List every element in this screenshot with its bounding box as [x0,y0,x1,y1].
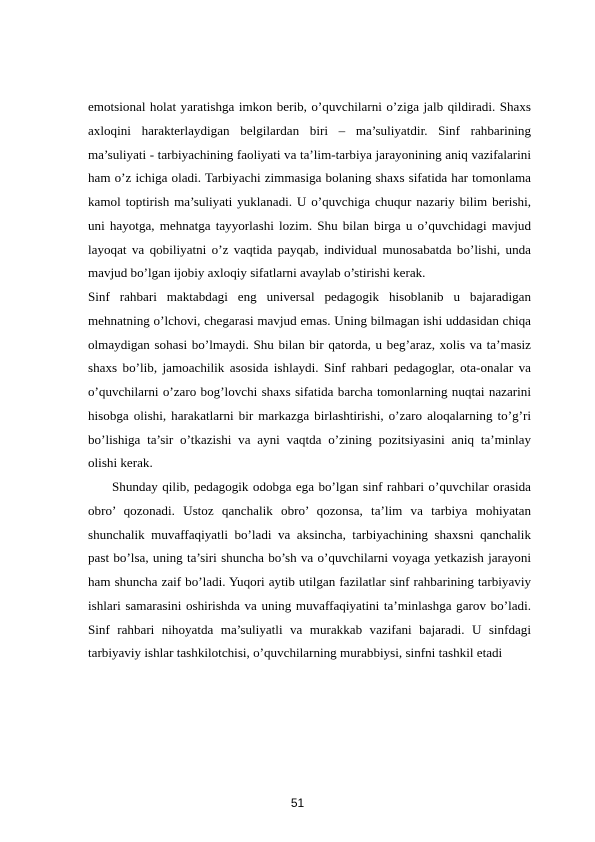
paragraph-1: emotsional holat yaratishga imkon berib, o’quvchilarni o’ziga jalb qildiradi. Shaxs axloqini harakterlaydigan belgilardan biri – ma’suliyatdir. Sinf rahbarining ma’suliyati - tarbiyachining faoliyati va ta’lim-tarbiya jarayonining aniq vazifalarini ham o’z ichiga oladi. Tarbiyachi zimmasiga bolaning shaxs sifatida har tomonlama kamol toptirish ma’suliyati yuklanadi. U o’quvchiga chuqur nazariy bilim berishi, uni hayotga, mehnatga tayyorlashi lozim. Shu bilan birga u o’quvchidagi mavjud layoqat va qobiliyatni o’z vaqtida payqab, individual munosabatda bo’lishi, unda mavjud bo’lgan ijobiy axloqiy sifatlarni avaylab o’stirishi kerak. [88,99,531,281]
paragraph-3: Shunday qilib, pedagogik odobga ega bo’lgan sinf rahbari o’quvchilar orasida obro’ qozonadi. Ustoz qanchalik obro’ qozonsa, ta’lim va tarbiya mohiyatan shunchalik muvaffaqiyatli bo’ladi va aksincha, tarbiyachining shaxsni qanchalik past bo’lsa, uning ta’siri shuncha bo’sh va o’quvchilarni voyaga yetkazish jarayoni ham shuncha zaif bo’ladi. Yuqori aytib utilgan fazilatlar sinf rahbarining tarbiyaviy ishlari samarasini oshirishda va uning muvaffaqiyatini ta’minlashga garov bo’ladi. Sinf rahbari nihoyatda ma’suliyatli va murakkab vazifani bajaradi. U sinfdagi tarbiyaviy ishlar tashkilotchisi, o’quvchilarning murabbiysi, sinfni tashkil etadi [88,479,531,661]
body-text [88,95,531,665]
page-number: 51 [290,796,305,810]
paragraph-2: Sinf rahbari maktabdagi eng universal pedagogik hisoblanib u bajaradigan mehnatning o’lchovi, chegarasi mavjud emas. Uning bilmagan ishi uddasidan chiqa olmaydigan sohasi bo’lmaydi. Shu bilan bir qatorda, u beg’araz, xolis va ta’masiz shaxs bo’lib, jamoachilik asosida ishlaydi. Sinf rahbari pedagoglar, ota-onalar va o’quvchilarni o’zaro bog’lovchi shaxs sifatida barcha tomonlarning nuqtai nazarini hisobga olishi, harakatlarni bir markazga birlashtirishi, o’zaro aloqalarning to’g’ri bo’lishiga ta’sir o’tkazishi va ayni vaqtda o’zining pozitsiyasini aniq ta’minlay olishi kerak. [88,289,531,471]
